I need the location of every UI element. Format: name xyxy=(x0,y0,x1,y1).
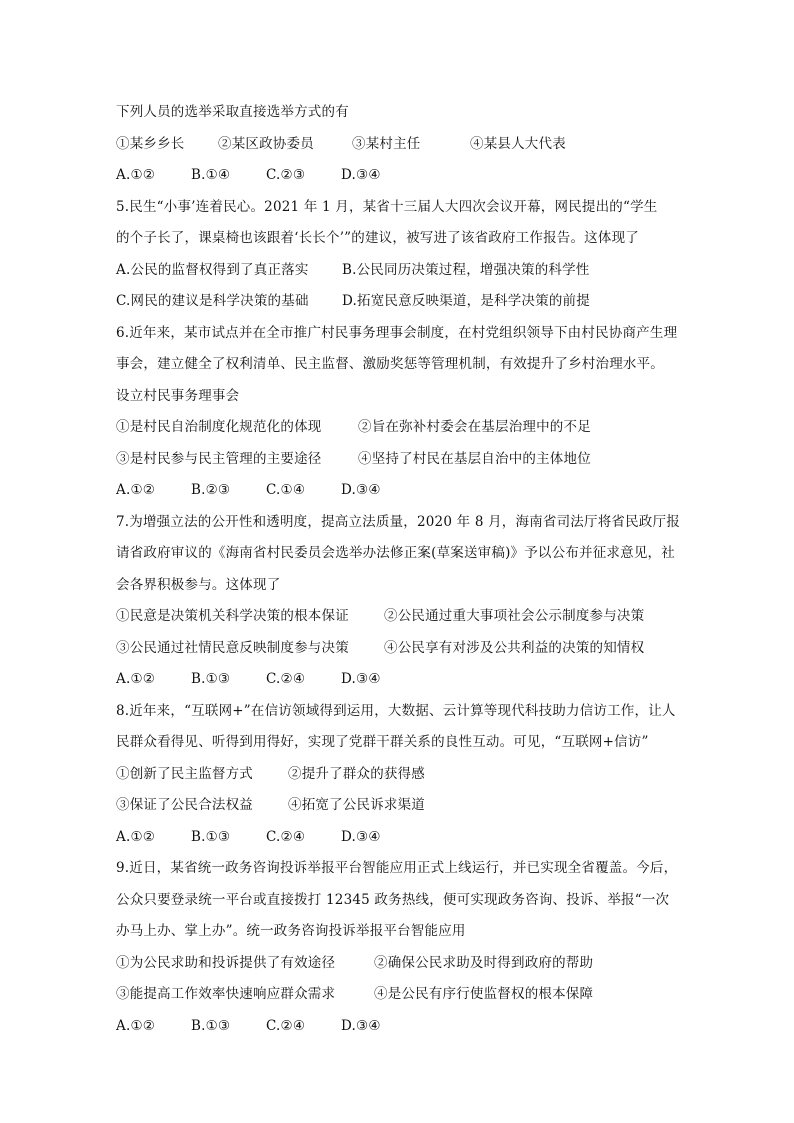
q6-stem-line-1: 6.近年来，某市试点并在全市推广村民事务理事会制度，在村党组织领导下由村民协商产生理 xyxy=(116,324,678,341)
q8-stem-line-2: 民群众看得见、听得到用得好，实现了党群干群关系的良性互动。可见，“互联网+信访” xyxy=(116,734,649,750)
q9-option-2: ②确保公民求助及时得到政府的帮助 xyxy=(374,954,594,971)
q6-option-3: ③是村民参与民主管理的主要途径 xyxy=(116,450,322,467)
q4-option-2: ②某区政协委员 xyxy=(218,135,314,152)
q7-choice-c: C.②④ xyxy=(266,671,306,687)
q7-options-row-2 xyxy=(116,636,686,668)
q5-option-c: C.网民的建议是科学决策的基础 xyxy=(116,293,309,309)
exam-page xyxy=(116,100,686,1045)
q4-option-4: ④某县人大代表 xyxy=(470,135,566,152)
q4-option-1: ①某乡乡长 xyxy=(116,135,185,152)
q6-stem-line-2: 事会，建立健全了权利清单、民主监督、激励奖惩等管理机制，有效提升了乡村治理水平。 xyxy=(116,356,664,372)
q7-stem-line-3: 会各界积极参与。这体现了 xyxy=(116,576,281,593)
q5-option-d: D.拓宽民意反映渠道，是科学决策的前提 xyxy=(342,293,590,309)
q4-choice-c: C.②③ xyxy=(266,167,306,183)
q7-choice-d: D.③④ xyxy=(341,671,381,687)
q7-choice-a: A.①② xyxy=(116,671,156,687)
q7-stem-line-1: 7.为增强立法的公开性和透明度，提高立法质量，2020 年 8 月，海南省司法厅将省民政厅报 xyxy=(116,513,680,530)
q6-choice-d: D.③④ xyxy=(341,482,381,498)
q6-option-2: ②旨在弥补村委会在基层治理中的不足 xyxy=(358,419,591,435)
q9-option-3: ③能提高工作效率快速响应群众需求 xyxy=(116,986,336,1002)
q7-choices xyxy=(116,667,686,699)
q7-option-3: ③公民通过社情民意反映制度参与决策 xyxy=(116,639,349,656)
q8-option-2: ②提升了群众的获得感 xyxy=(288,765,425,782)
q9-choice-b: B.①③ xyxy=(191,1017,231,1034)
q8-choice-d: D.③④ xyxy=(341,828,381,845)
q8-options-row-2 xyxy=(116,793,686,825)
q5-stem-line-2: 的个子长了，课桌椅也该跟着‘长长个’”的建议，被写进了该省政府工作报告。这体现了 xyxy=(116,230,639,246)
q7-option-4: ④公民享有对涉及公共利益的决策的知情权 xyxy=(384,639,645,656)
q9-stem-line-3: 办马上办、掌上办”。统一政务咨询投诉举报平台智能应用 xyxy=(116,923,466,939)
q8-options-row-1 xyxy=(116,762,686,794)
q6-choice-c: C.①④ xyxy=(266,482,306,498)
q5-option-b: B.公民同历决策过程，增强决策的科学性 xyxy=(342,261,590,278)
q9-choice-c: C.②④ xyxy=(266,1017,306,1034)
q7-option-1: ①民意是决策机关科学决策的根本保证 xyxy=(116,608,349,624)
q4-choices xyxy=(116,163,686,195)
q5-options-row-2 xyxy=(116,289,686,321)
q9-stem-line-1: 9.近日，某省统一政务咨询投诉举报平台智能应用正式上线运行，并已实现全省覆盖。今后， xyxy=(116,860,678,876)
q8-choice-a: A.①② xyxy=(116,828,156,845)
q5-options-row-1 xyxy=(116,258,686,290)
q7-options-row-1 xyxy=(116,604,686,636)
q9-choice-a: A.①② xyxy=(116,1017,156,1034)
q9-choice-d: D.③④ xyxy=(341,1017,381,1034)
q8-option-4: ④拓宽了公民诉求渠道 xyxy=(288,797,425,813)
q4-option-3: ③某村主任 xyxy=(352,135,421,152)
q9-options-row-2 xyxy=(116,982,686,1014)
q9-stem-line-2: 公众只要登录统一平台或直接拨打 12345 政务热线，便可实现政务咨询、投诉、举报“一次 xyxy=(116,891,670,908)
q6-choice-a: A.①② xyxy=(116,482,156,498)
q4-stem: 下列人员的选举采取直接选举方式的有 xyxy=(116,104,349,120)
q8-option-1: ①创新了民主监督方式 xyxy=(116,765,253,782)
q4-choice-d: D.③④ xyxy=(341,167,381,183)
q7-stem-line-2: 请省政府审议的《海南省村民委员会选举办法修正案(草案送审稿)》予以公布并征求意见，社 xyxy=(116,545,675,561)
q9-option-1: ①为公民求助和投诉提供了有效途径 xyxy=(116,954,336,971)
q6-option-1: ①是村民自治制度化规范化的体现 xyxy=(116,419,322,435)
q8-stem-line-1: 8.近年来，“互联网+”在信访领域得到运用，大数据、云计算等现代科技助力信访工作，让人 xyxy=(116,702,676,719)
q6-options-row-2 xyxy=(116,447,686,479)
q7-option-2: ②公民通过重大事项社会公示制度参与决策 xyxy=(384,608,645,624)
q8-choice-c: C.②④ xyxy=(266,828,306,845)
q6-options-row-1 xyxy=(116,415,686,447)
q4-choice-a: A.①② xyxy=(116,167,156,183)
q7-choice-b: B.①③ xyxy=(191,671,231,687)
q6-option-4: ④坚持了村民在基层自治中的主体地位 xyxy=(358,450,591,467)
q6-choices xyxy=(116,478,686,510)
q8-choices xyxy=(116,825,686,857)
q9-options-row-1 xyxy=(116,951,686,983)
q6-choice-b: B.②③ xyxy=(191,482,231,498)
q4-options xyxy=(116,132,686,164)
q8-choice-b: B.①③ xyxy=(191,828,231,845)
q9-option-4: ④是公民有序行使监督权的根本保障 xyxy=(374,986,594,1002)
q8-option-3: ③保证了公民合法权益 xyxy=(116,797,253,813)
q4-choice-b: B.①④ xyxy=(191,167,231,183)
q5-option-a: A.公民的监督权得到了真正落实 xyxy=(116,261,309,278)
q9-choices xyxy=(116,1014,686,1046)
q6-stem-line-3: 设立村民事务理事会 xyxy=(116,387,240,404)
q5-stem-line-1: 5.民生“小事’连着民心。2021 年 1 月，某省十三届人大四次会议开幕，网民提出的“学生 xyxy=(116,198,658,215)
